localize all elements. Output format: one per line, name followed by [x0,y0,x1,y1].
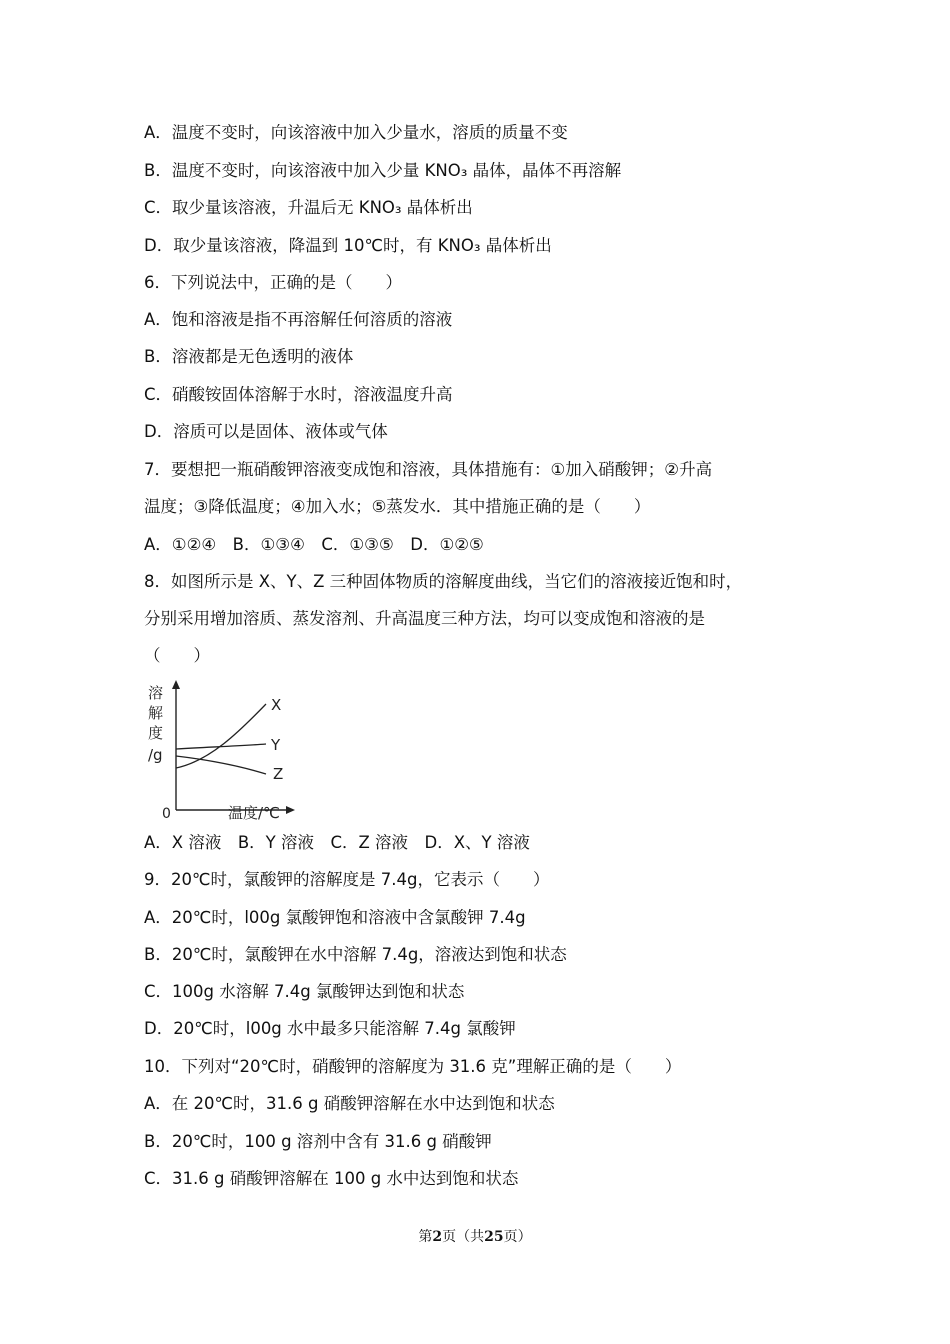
line-12: A．①②④ B．①③④ C．①③⑤ D．①②⑤ [144,535,484,554]
y-label-3: 度 [148,724,164,742]
line-3: C．取少量该溶液，升温后无 KNO₃ 晶体析出 [144,198,473,217]
y-label-4: /g [148,746,163,764]
line-21: D．20℃时，l00g 水中最多只能溶解 7.4g 氯酸钾 [144,1019,516,1038]
line-25: C．31.6 g 硝酸钾溶解在 100 g 水中达到饱和状态 [144,1169,519,1188]
line-1: A．温度不变时，向该溶液中加入少量水，溶质的质量不变 [144,123,568,142]
x-axis-label: 温度/℃ [228,804,280,822]
line-18: A．20℃时，l00g 氯酸钾饱和溶液中含氯酸钾 7.4g [144,908,526,927]
line-16: A．X 溶液 B．Y 溶液 C．Z 溶液 D．X、Y 溶液 [144,833,530,852]
curve-z [176,756,266,774]
solubility-curve-figure [140,676,300,830]
line-24: B．20℃时，100 g 溶剂中含有 31.6 g 硝酸钾 [144,1132,492,1151]
line-10: 7．要想把一瓶硝酸钾溶液变成饱和溶液，具体措施有：①加入硝酸钾；②升高 [144,460,713,479]
line-7: B．溶液都是无色透明的液体 [144,347,354,366]
line-19: B．20℃时，氯酸钾在水中溶解 7.4g，溶液达到饱和状态 [144,945,567,964]
curve-label-x: X [271,696,282,714]
y-axis-arrow [172,680,180,689]
solubility-curve-svg [140,676,300,826]
line-22: 10．下列对“20℃时，硝酸钾的溶解度为 31.6 克”理解正确的是（ ） [144,1057,682,1076]
line-23: A．在 20℃时，31.6 g 硝酸钾溶解在水中达到饱和状态 [144,1094,555,1113]
curve-label-y: Y [271,736,281,754]
line-20: C．100g 水溶解 7.4g 氯酸钾达到饱和状态 [144,982,465,1001]
y-label-2: 解 [148,704,164,722]
line-9: D．溶质可以是固体、液体或气体 [144,422,388,441]
footer-prefix: 第 [418,1229,433,1245]
footer-total-pages: 25 [484,1229,504,1245]
line-8: C．硝酸铵固体溶解于水时，溶液温度升高 [144,385,453,404]
x-axis-arrow [286,806,295,814]
page-footer [0,1226,950,1246]
curve-y [176,744,266,749]
footer-mid: 页（共 [442,1229,485,1245]
footer-suffix: 页） [503,1229,532,1245]
line-11: 温度；③降低温度；④加入水；⑤蒸发水．其中措施正确的是（ ） [144,497,651,516]
line-15: （ ） [144,646,210,665]
line-17: 9．20℃时，氯酸钾的溶解度是 7.4g，它表示（ ） [144,870,550,889]
origin-label: 0 [162,806,171,822]
line-14: 分别采用增加溶质、蒸发溶剂、升高温度三种方法，均可以变成饱和溶液的是 [144,609,705,628]
line-2: B．温度不变时，向该溶液中加入少量 KNO₃ 晶体，晶体不再溶解 [144,161,622,180]
footer-page-number: 2 [432,1229,443,1245]
y-label-1: 溶 [148,684,164,702]
curve-x [176,704,266,768]
line-6: A．饱和溶液是指不再溶解任何溶质的溶液 [144,310,453,329]
line-13: 8．如图所示是 X、Y、Z 三种固体物质的溶解度曲线，当它们的溶液接近饱和时， [144,572,743,591]
curve-label-z: Z [273,765,284,783]
line-5: 6．下列说法中，正确的是（ ） [144,273,402,292]
line-4: D．取少量该溶液，降温到 10℃时，有 KNO₃ 晶体析出 [144,236,552,255]
